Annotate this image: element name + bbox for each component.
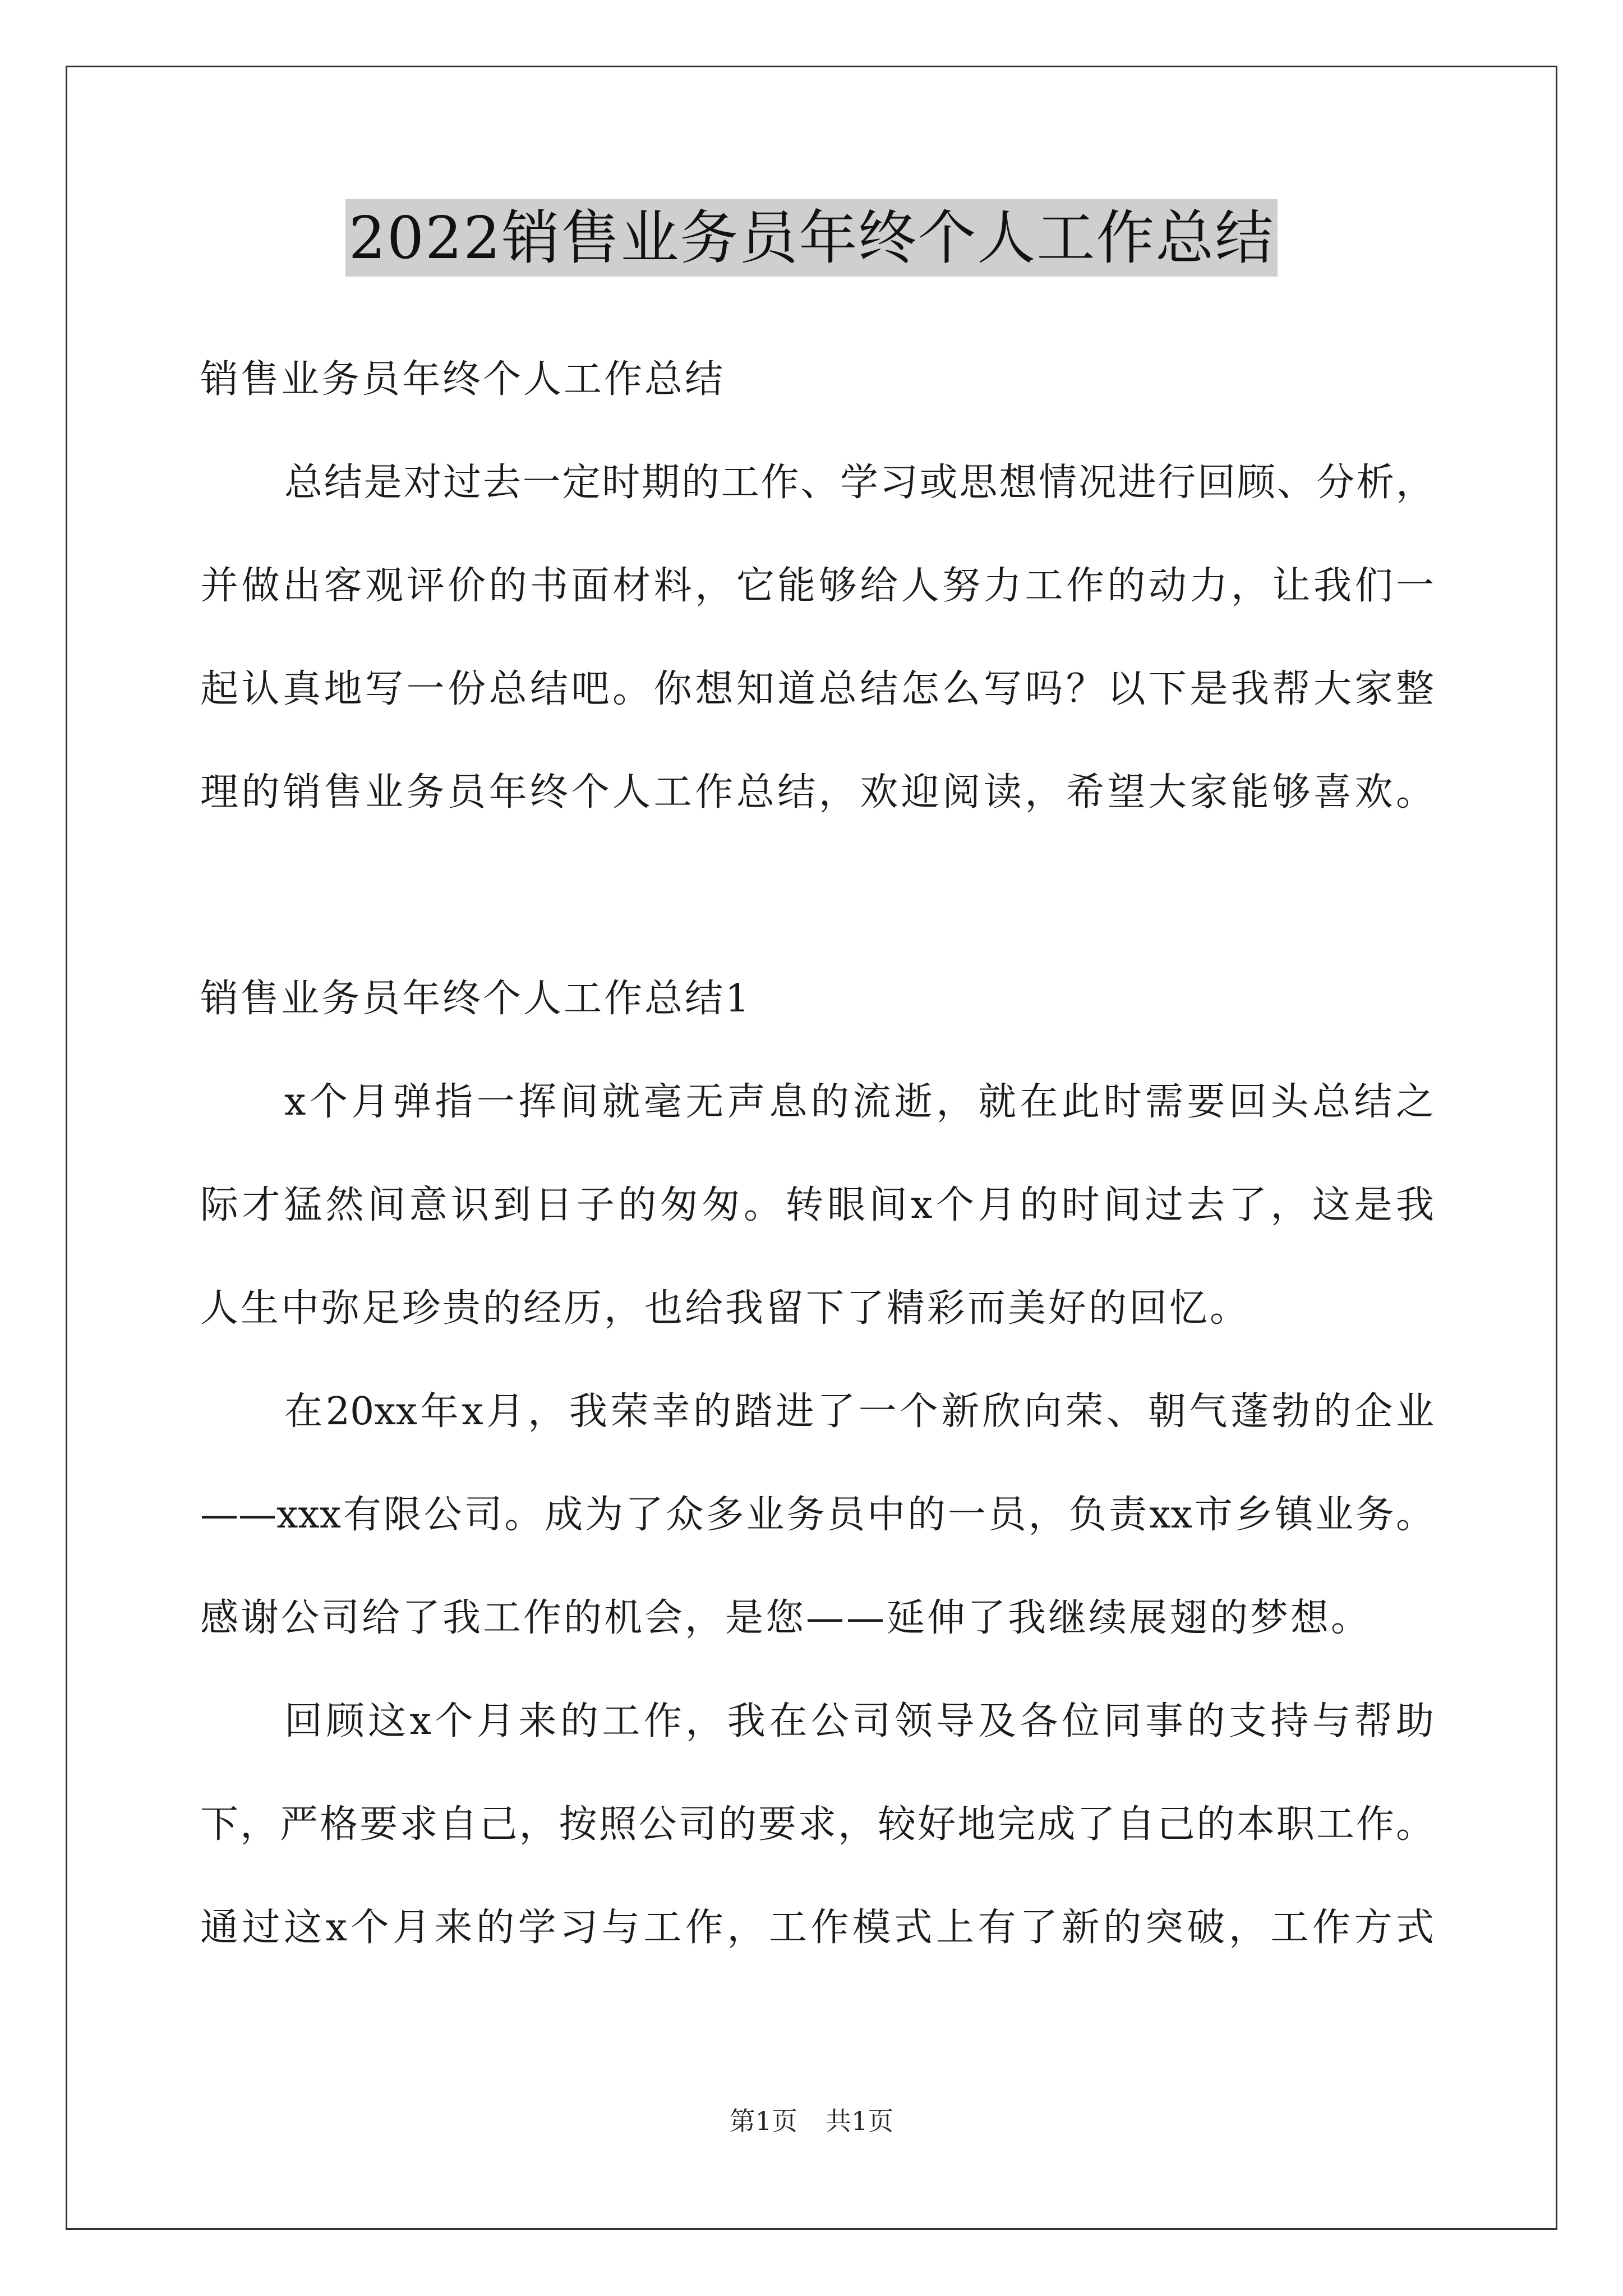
section-heading: 销售业务员年终个人工作总结1	[200, 977, 752, 1021]
intro-line: 理的销售业务员年终个人工作总结，欢迎阅读，希望大家能够喜欢。	[200, 770, 1434, 815]
paragraph-line: 下，严格要求自己，按照公司的要求，较好地完成了自己的本职工作。	[200, 1802, 1434, 1847]
page-total: 共1页	[826, 2106, 894, 2136]
paragraph-line: 在20xx年x月，我荣幸的踏进了一个新欣向荣、朝气蓬勃的企业	[284, 1389, 1434, 1434]
paragraph-line: 人生中弥足珍贵的经历，也给我留下了精彩而美好的回忆。	[200, 1286, 1251, 1331]
paragraph-line: ——xxx有限公司。成为了众多业务员中的一员，负责xx市乡镇业务。	[200, 1493, 1434, 1537]
document-title: 2022销售业务员年终个人工作总结	[345, 199, 1278, 277]
title-container	[0, 199, 1623, 277]
intro-line: 总结是对过去一定时期的工作、学习或思想情况进行回顾、分析，	[284, 461, 1434, 505]
paragraph-line: 际才猛然间意识到日子的匆匆。转眼间x个月的时间过去了，这是我	[200, 1183, 1434, 1227]
paragraph-line: x个月弹指一挥间就毫无声息的流逝，就在此时需要回头总结之	[284, 1080, 1434, 1124]
paragraph-line: 感谢公司给了我工作的机会，是您——延伸了我继续展翅的梦想。	[200, 1596, 1372, 1640]
intro-line: 并做出客观评价的书面材料，它能够给人努力工作的动力，让我们一	[200, 564, 1434, 608]
page-number: 第1页	[729, 2106, 797, 2136]
paragraph-line: 通过这x个月来的学习与工作，工作模式上有了新的突破，工作方式	[200, 1906, 1434, 1950]
paragraph-line: 回顾这x个月来的工作，我在公司领导及各位同事的支持与帮助	[284, 1699, 1434, 1743]
section-spacer	[200, 867, 1434, 970]
page-footer	[0, 2101, 1623, 2138]
document-subtitle: 销售业务员年终个人工作总结	[200, 357, 726, 402]
document-body	[200, 351, 1434, 2002]
intro-line: 起认真地写一份总结吧。你想知道总结怎么写吗？以下是我帮大家整	[200, 667, 1434, 711]
